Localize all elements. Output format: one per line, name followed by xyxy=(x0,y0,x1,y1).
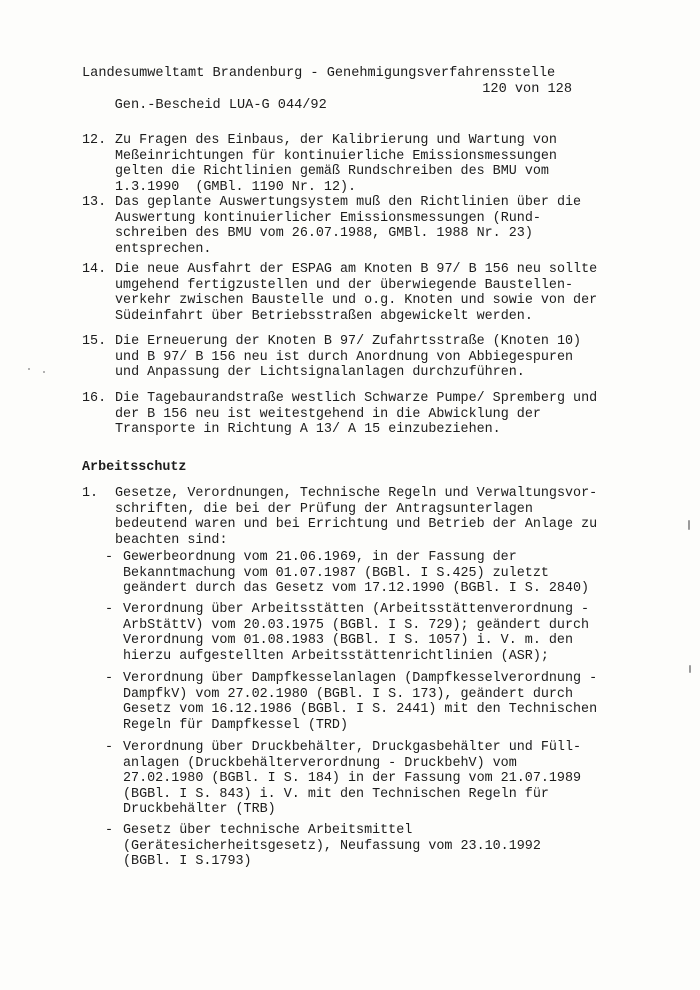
sub-item-text: Verordnung über Dampfkesselanlagen (Dampfkesselverordnung - DampfkV) vom 27.02.1980 (BGBl. I S. 173), geändert durch Gesetz vom 16.12.1986 (BGBl. I S. 2441) mit den Technischen Regeln für Dampfkessel (TRD) xyxy=(123,671,598,733)
list-item-15 xyxy=(82,334,627,381)
bullet-dash: - xyxy=(105,740,114,755)
sub-item-arbeitsstaetten xyxy=(105,602,630,664)
item-text: Zu Fragen des Einbaus, der Kalibrierung und Wartung von Meßeinrichtungen für kontinuierliche Emissionsmessungen gelten die Richtlinien gemäß Rundschreiben des BMU vom 1.3.1990 (GMBl. 1190 Nr. 12). xyxy=(115,133,557,195)
list-item-14 xyxy=(82,262,627,324)
item-text: Die neue Ausfahrt der ESPAG am Knoten B 97/ B 156 neu sollte umgehend fertigzustellen und der überwiegende Baustellen- verkehr zwischen Baustelle und o.g. Knoten und sowie von der Südeinfahrt über Betriebsstraßen abgewickelt werden. xyxy=(115,262,598,324)
sub-item-geraetesicherheit xyxy=(105,823,630,870)
header-line-1: Landesumweltamt Brandenburg - Genehmigungsverfahrensstelle xyxy=(82,66,556,81)
scan-speck xyxy=(43,371,45,373)
item-number: 16. xyxy=(82,391,107,406)
item-number: 1. xyxy=(82,486,99,501)
sub-item-dampfkessel xyxy=(105,671,630,733)
item-text: Das geplante Auswertungsystem muß den Richtlinien über die Auswertung kontinuierlicher Emissionsmessungen (Rund- schreiben des BMU vom 26.07.1988, GMBl. 1988 Nr. 23) entsprechen. xyxy=(115,195,582,257)
bullet-dash: - xyxy=(105,671,114,686)
bullet-dash: - xyxy=(105,602,114,617)
item-number: 13. xyxy=(82,195,107,210)
bullet-dash: - xyxy=(105,823,114,838)
sub-item-text: Gesetz über technische Arbeitsmittel (Gerätesicherheitsgesetz), Neufassung vom 23.10.1992 (BGBl. I S.1793) xyxy=(123,823,541,870)
sub-item-gewerbeordnung xyxy=(105,550,630,597)
list-item-13 xyxy=(82,195,627,257)
header-page-number: 120 von 128 xyxy=(482,82,572,97)
sub-item-druckbehaelter xyxy=(105,740,630,818)
sub-item-text: Gewerbeordnung vom 21.06.1969, in der Fassung der Bekanntmachung vom 01.07.1987 (BGBl. I S.425) zuletzt geändert durch das Gesetz vom 17.12.1990 (BGBl. I S. 2840) xyxy=(123,550,590,597)
item-text: Die Erneuerung der Knoten B 97/ Zufahrtsstraße (Knoten 10) und B 97/ B 156 neu ist durch Anordnung von Abbiegespuren und Anpassung der Lichtsignalanlagen durchzuführen. xyxy=(115,334,582,381)
header-document-ref: Gen.-Bescheid LUA-G 044/92 xyxy=(114,98,327,113)
scan-speck xyxy=(28,368,30,370)
list-item-16 xyxy=(82,391,627,438)
arbeitsschutz-item-1 xyxy=(82,486,627,548)
section-heading: Arbeitsschutz xyxy=(82,460,187,475)
list-item-12 xyxy=(82,133,627,195)
item-number: 12. xyxy=(82,133,107,148)
scan-speck xyxy=(688,520,690,530)
sub-item-text: Verordnung über Arbeitsstätten (Arbeitsstättenverordnung - ArbStättV) vom 20.03.1975 (BGBl. I S. 729); geändert durch Verordnung vom 01.08.1983 (BGBl. I S. 1057) i. V. m. den hierzu aufgestellten Arbeitsstättenrichtlinien (ASR); xyxy=(123,602,590,664)
scan-speck xyxy=(689,665,691,673)
item-number: 14. xyxy=(82,262,107,277)
item-text: Gesetze, Verordnungen, Technische Regeln und Verwaltungsvor- schriften, die bei der Prüfung der Antragsunterlagen bedeutend waren und bei Errichtung und Betrieb der Anlage zu beachten sind: xyxy=(115,486,598,548)
item-number: 15. xyxy=(82,334,107,349)
item-text: Die Tagebaurandstraße westlich Schwarze Pumpe/ Spremberg und der B 156 neu ist weitestgehend in die Abwicklung der Transporte in Richtung A 13/ A 15 einzubeziehen. xyxy=(115,391,598,438)
sub-item-text: Verordnung über Druckbehälter, Druckgasbehälter und Füll- anlagen (Druckbehälterverordnung - DruckbehV) vom 27.02.1980 (BGBl. I S. 184) in der Fassung vom 21.07.1989 (BGBl. I S. 843) i. V. mit den Technischen Regeln für Druckbehälter (TRB) xyxy=(123,740,582,818)
bullet-dash: - xyxy=(105,550,114,565)
